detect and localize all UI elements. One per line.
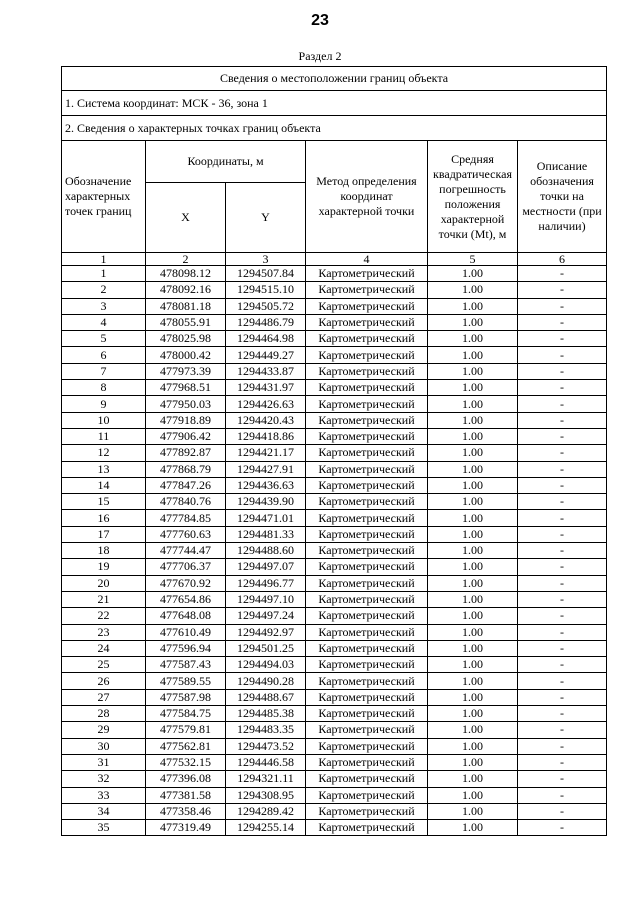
description-cell: - xyxy=(518,673,607,689)
method-cell: Картометрический xyxy=(306,706,428,722)
table-row xyxy=(62,559,607,575)
header-designation: Обозначение характерных точек границ xyxy=(62,141,146,253)
method-cell: Картометрический xyxy=(306,608,428,624)
table-row xyxy=(62,754,607,770)
description-cell: - xyxy=(518,706,607,722)
y-coordinate-cell: 1294497.10 xyxy=(226,591,306,607)
description-cell: - xyxy=(518,820,607,836)
point-number-cell: 2 xyxy=(62,282,146,298)
point-number-cell: 34 xyxy=(62,803,146,819)
table-row xyxy=(62,428,607,444)
y-coordinate-cell: 1294497.24 xyxy=(226,608,306,624)
description-cell: - xyxy=(518,380,607,396)
method-cell: Картометрический xyxy=(306,298,428,314)
header-coordinates: Координаты, м xyxy=(146,141,306,183)
point-number-cell: 18 xyxy=(62,543,146,559)
y-coordinate-cell: 1294421.17 xyxy=(226,445,306,461)
y-coordinate-cell: 1294485.38 xyxy=(226,706,306,722)
description-cell: - xyxy=(518,266,607,282)
point-number-cell: 22 xyxy=(62,608,146,624)
page-number: 23 xyxy=(311,12,329,29)
x-coordinate-cell: 477610.49 xyxy=(146,624,226,640)
y-coordinate-cell: 1294507.84 xyxy=(226,266,306,282)
table-row xyxy=(62,412,607,428)
point-number-cell: 17 xyxy=(62,526,146,542)
table-title: Сведения о местоположении границ объекта xyxy=(62,67,607,91)
point-number-cell: 8 xyxy=(62,380,146,396)
x-coordinate-cell: 477950.03 xyxy=(146,396,226,412)
x-coordinate-cell: 477587.43 xyxy=(146,657,226,673)
point-number-cell: 28 xyxy=(62,706,146,722)
table-row xyxy=(62,461,607,477)
y-coordinate-cell: 1294496.77 xyxy=(226,575,306,591)
description-cell: - xyxy=(518,461,607,477)
error-cell: 1.00 xyxy=(428,396,518,412)
x-coordinate-cell: 478000.42 xyxy=(146,347,226,363)
error-cell: 1.00 xyxy=(428,494,518,510)
header-error: Средняя квадратическая погрешность положения характерной точки (Mt), м xyxy=(428,141,518,253)
description-cell: - xyxy=(518,754,607,770)
y-coordinate-cell: 1294446.58 xyxy=(226,754,306,770)
method-cell: Картометрический xyxy=(306,754,428,770)
table-row xyxy=(62,803,607,819)
y-coordinate-cell: 1294488.67 xyxy=(226,689,306,705)
description-cell: - xyxy=(518,722,607,738)
y-coordinate-cell: 1294490.28 xyxy=(226,673,306,689)
x-coordinate-cell: 477654.86 xyxy=(146,591,226,607)
method-cell: Картометрический xyxy=(306,510,428,526)
table-row xyxy=(62,575,607,591)
x-coordinate-cell: 478025.98 xyxy=(146,331,226,347)
method-cell: Картометрический xyxy=(306,738,428,754)
point-number-cell: 3 xyxy=(62,298,146,314)
error-cell: 1.00 xyxy=(428,445,518,461)
method-cell: Картометрический xyxy=(306,689,428,705)
y-coordinate-cell: 1294321.11 xyxy=(226,771,306,787)
error-cell: 1.00 xyxy=(428,689,518,705)
column-number: 1 xyxy=(62,253,146,266)
boundary-points-table xyxy=(61,66,607,836)
method-cell: Картометрический xyxy=(306,266,428,282)
error-cell: 1.00 xyxy=(428,738,518,754)
method-cell: Картометрический xyxy=(306,640,428,656)
point-number-cell: 6 xyxy=(62,347,146,363)
y-coordinate-cell: 1294481.33 xyxy=(226,526,306,542)
table-row xyxy=(62,526,607,542)
y-coordinate-cell: 1294420.43 xyxy=(226,412,306,428)
column-number: 3 xyxy=(226,253,306,266)
x-coordinate-cell: 477396.08 xyxy=(146,771,226,787)
point-number-cell: 4 xyxy=(62,314,146,330)
x-coordinate-cell: 477319.49 xyxy=(146,820,226,836)
x-coordinate-cell: 477532.15 xyxy=(146,754,226,770)
table-row xyxy=(62,689,607,705)
error-cell: 1.00 xyxy=(428,657,518,673)
point-number-cell: 21 xyxy=(62,591,146,607)
description-cell: - xyxy=(518,787,607,803)
column-numbers-row xyxy=(62,253,607,266)
description-cell: - xyxy=(518,331,607,347)
error-cell: 1.00 xyxy=(428,510,518,526)
description-cell: - xyxy=(518,412,607,428)
method-cell: Картометрический xyxy=(306,494,428,510)
section-label: Раздел 2 xyxy=(298,49,342,63)
error-cell: 1.00 xyxy=(428,412,518,428)
table-row xyxy=(62,331,607,347)
x-coordinate-cell: 477670.92 xyxy=(146,575,226,591)
point-number-cell: 7 xyxy=(62,363,146,379)
point-number-cell: 32 xyxy=(62,771,146,787)
x-coordinate-cell: 478055.91 xyxy=(146,314,226,330)
table-row xyxy=(62,347,607,363)
description-cell: - xyxy=(518,347,607,363)
error-cell: 1.00 xyxy=(428,787,518,803)
table-row xyxy=(62,282,607,298)
y-coordinate-cell: 1294488.60 xyxy=(226,543,306,559)
x-coordinate-cell: 477589.55 xyxy=(146,673,226,689)
y-coordinate-cell: 1294255.14 xyxy=(226,820,306,836)
header-description: Описание обозначения точки на местности (при наличии) xyxy=(518,141,607,253)
point-number-cell: 14 xyxy=(62,477,146,493)
x-coordinate-cell: 477840.76 xyxy=(146,494,226,510)
point-number-cell: 13 xyxy=(62,461,146,477)
point-number-cell: 1 xyxy=(62,266,146,282)
method-cell: Картометрический xyxy=(306,771,428,787)
table-row xyxy=(62,673,607,689)
method-cell: Картометрический xyxy=(306,591,428,607)
x-coordinate-cell: 477587.98 xyxy=(146,689,226,705)
error-cell: 1.00 xyxy=(428,461,518,477)
error-cell: 1.00 xyxy=(428,820,518,836)
table-row xyxy=(62,445,607,461)
point-number-cell: 25 xyxy=(62,657,146,673)
method-cell: Картометрический xyxy=(306,526,428,542)
description-cell: - xyxy=(518,363,607,379)
y-coordinate-cell: 1294501.25 xyxy=(226,640,306,656)
method-cell: Картометрический xyxy=(306,477,428,493)
error-cell: 1.00 xyxy=(428,722,518,738)
table-row xyxy=(62,624,607,640)
table-row xyxy=(62,820,607,836)
table-row xyxy=(62,477,607,493)
table-row xyxy=(62,298,607,314)
method-cell: Картометрический xyxy=(306,657,428,673)
error-cell: 1.00 xyxy=(428,706,518,722)
x-coordinate-cell: 477760.63 xyxy=(146,526,226,542)
y-coordinate-cell: 1294289.42 xyxy=(226,803,306,819)
description-cell: - xyxy=(518,445,607,461)
table-row xyxy=(62,608,607,624)
point-number-cell: 24 xyxy=(62,640,146,656)
method-cell: Картометрический xyxy=(306,445,428,461)
method-cell: Картометрический xyxy=(306,624,428,640)
error-cell: 1.00 xyxy=(428,624,518,640)
table-row xyxy=(62,787,607,803)
error-cell: 1.00 xyxy=(428,380,518,396)
error-cell: 1.00 xyxy=(428,754,518,770)
column-number: 6 xyxy=(518,253,607,266)
table-row xyxy=(62,314,607,330)
point-number-cell: 12 xyxy=(62,445,146,461)
table-row xyxy=(62,494,607,510)
table-row xyxy=(62,706,607,722)
method-cell: Картометрический xyxy=(306,787,428,803)
error-cell: 1.00 xyxy=(428,314,518,330)
x-coordinate-cell: 477892.87 xyxy=(146,445,226,461)
error-cell: 1.00 xyxy=(428,526,518,542)
table-row xyxy=(62,722,607,738)
table-row xyxy=(62,266,607,282)
error-cell: 1.00 xyxy=(428,559,518,575)
description-cell: - xyxy=(518,771,607,787)
y-coordinate-cell: 1294486.79 xyxy=(226,314,306,330)
table-row xyxy=(62,363,607,379)
header-method: Метод определения координат характерной точки xyxy=(306,141,428,253)
point-number-cell: 26 xyxy=(62,673,146,689)
error-cell: 1.00 xyxy=(428,298,518,314)
description-cell: - xyxy=(518,396,607,412)
x-coordinate-cell: 477918.89 xyxy=(146,412,226,428)
table-row xyxy=(62,591,607,607)
x-coordinate-cell: 477648.08 xyxy=(146,608,226,624)
description-cell: - xyxy=(518,738,607,754)
method-cell: Картометрический xyxy=(306,722,428,738)
method-cell: Картометрический xyxy=(306,461,428,477)
x-coordinate-cell: 477744.47 xyxy=(146,543,226,559)
y-coordinate-cell: 1294515.10 xyxy=(226,282,306,298)
method-cell: Картометрический xyxy=(306,673,428,689)
method-cell: Картометрический xyxy=(306,543,428,559)
table-row xyxy=(62,510,607,526)
table-row xyxy=(62,738,607,754)
point-number-cell: 23 xyxy=(62,624,146,640)
y-coordinate-cell: 1294431.97 xyxy=(226,380,306,396)
error-cell: 1.00 xyxy=(428,266,518,282)
header-y: Y xyxy=(226,183,306,253)
table-row xyxy=(62,396,607,412)
point-number-cell: 15 xyxy=(62,494,146,510)
point-number-cell: 31 xyxy=(62,754,146,770)
error-cell: 1.00 xyxy=(428,363,518,379)
point-number-cell: 29 xyxy=(62,722,146,738)
table-row xyxy=(62,543,607,559)
x-coordinate-cell: 477381.58 xyxy=(146,787,226,803)
x-coordinate-cell: 477847.26 xyxy=(146,477,226,493)
description-cell: - xyxy=(518,314,607,330)
x-coordinate-cell: 477868.79 xyxy=(146,461,226,477)
y-coordinate-cell: 1294492.97 xyxy=(226,624,306,640)
error-cell: 1.00 xyxy=(428,591,518,607)
x-coordinate-cell: 477968.51 xyxy=(146,380,226,396)
x-coordinate-cell: 478092.16 xyxy=(146,282,226,298)
description-cell: - xyxy=(518,803,607,819)
error-cell: 1.00 xyxy=(428,771,518,787)
method-cell: Картометрический xyxy=(306,559,428,575)
x-coordinate-cell: 477973.39 xyxy=(146,363,226,379)
method-cell: Картометрический xyxy=(306,396,428,412)
error-cell: 1.00 xyxy=(428,575,518,591)
description-cell: - xyxy=(518,624,607,640)
description-cell: - xyxy=(518,282,607,298)
error-cell: 1.00 xyxy=(428,428,518,444)
description-cell: - xyxy=(518,575,607,591)
x-coordinate-cell: 477562.81 xyxy=(146,738,226,754)
description-cell: - xyxy=(518,298,607,314)
point-number-cell: 10 xyxy=(62,412,146,428)
point-number-cell: 30 xyxy=(62,738,146,754)
method-cell: Картометрический xyxy=(306,412,428,428)
column-number: 2 xyxy=(146,253,226,266)
method-cell: Картометрический xyxy=(306,575,428,591)
description-cell: - xyxy=(518,428,607,444)
y-coordinate-cell: 1294473.52 xyxy=(226,738,306,754)
y-coordinate-cell: 1294426.63 xyxy=(226,396,306,412)
error-cell: 1.00 xyxy=(428,673,518,689)
method-cell: Картометрический xyxy=(306,314,428,330)
description-cell: - xyxy=(518,477,607,493)
point-number-cell: 16 xyxy=(62,510,146,526)
point-number-cell: 27 xyxy=(62,689,146,705)
method-cell: Картометрический xyxy=(306,803,428,819)
description-cell: - xyxy=(518,689,607,705)
error-cell: 1.00 xyxy=(428,608,518,624)
y-coordinate-cell: 1294449.27 xyxy=(226,347,306,363)
description-cell: - xyxy=(518,657,607,673)
description-cell: - xyxy=(518,591,607,607)
y-coordinate-cell: 1294497.07 xyxy=(226,559,306,575)
table-row xyxy=(62,771,607,787)
column-number: 5 xyxy=(428,253,518,266)
error-cell: 1.00 xyxy=(428,803,518,819)
method-cell: Картометрический xyxy=(306,380,428,396)
method-cell: Картометрический xyxy=(306,331,428,347)
x-coordinate-cell: 477579.81 xyxy=(146,722,226,738)
y-coordinate-cell: 1294471.01 xyxy=(226,510,306,526)
point-number-cell: 33 xyxy=(62,787,146,803)
x-coordinate-cell: 477596.94 xyxy=(146,640,226,656)
table-row xyxy=(62,640,607,656)
x-coordinate-cell: 478098.12 xyxy=(146,266,226,282)
x-coordinate-cell: 477784.85 xyxy=(146,510,226,526)
error-cell: 1.00 xyxy=(428,282,518,298)
points-caption: 2. Сведения о характерных точках границ объекта xyxy=(62,116,607,141)
x-coordinate-cell: 477358.46 xyxy=(146,803,226,819)
error-cell: 1.00 xyxy=(428,477,518,493)
y-coordinate-cell: 1294494.03 xyxy=(226,657,306,673)
coordinate-system: 1. Система координат: МСК - 36, зона 1 xyxy=(62,91,607,116)
point-number-cell: 35 xyxy=(62,820,146,836)
description-cell: - xyxy=(518,526,607,542)
method-cell: Картометрический xyxy=(306,347,428,363)
y-coordinate-cell: 1294433.87 xyxy=(226,363,306,379)
point-number-cell: 19 xyxy=(62,559,146,575)
header-x: X xyxy=(146,183,226,253)
error-cell: 1.00 xyxy=(428,640,518,656)
error-cell: 1.00 xyxy=(428,347,518,363)
description-cell: - xyxy=(518,608,607,624)
description-cell: - xyxy=(518,559,607,575)
x-coordinate-cell: 477584.75 xyxy=(146,706,226,722)
y-coordinate-cell: 1294505.72 xyxy=(226,298,306,314)
point-number-cell: 9 xyxy=(62,396,146,412)
point-number-cell: 5 xyxy=(62,331,146,347)
description-cell: - xyxy=(518,543,607,559)
x-coordinate-cell: 477906.42 xyxy=(146,428,226,444)
y-coordinate-cell: 1294436.63 xyxy=(226,477,306,493)
y-coordinate-cell: 1294427.91 xyxy=(226,461,306,477)
y-coordinate-cell: 1294418.86 xyxy=(226,428,306,444)
error-cell: 1.00 xyxy=(428,331,518,347)
y-coordinate-cell: 1294439.90 xyxy=(226,494,306,510)
method-cell: Картометрический xyxy=(306,820,428,836)
error-cell: 1.00 xyxy=(428,543,518,559)
x-coordinate-cell: 477706.37 xyxy=(146,559,226,575)
column-number: 4 xyxy=(306,253,428,266)
description-cell: - xyxy=(518,494,607,510)
method-cell: Картометрический xyxy=(306,363,428,379)
point-number-cell: 11 xyxy=(62,428,146,444)
table-row xyxy=(62,657,607,673)
point-number-cell: 20 xyxy=(62,575,146,591)
table-row xyxy=(62,380,607,396)
method-cell: Картометрический xyxy=(306,282,428,298)
y-coordinate-cell: 1294483.35 xyxy=(226,722,306,738)
description-cell: - xyxy=(518,510,607,526)
x-coordinate-cell: 478081.18 xyxy=(146,298,226,314)
y-coordinate-cell: 1294308.95 xyxy=(226,787,306,803)
method-cell: Картометрический xyxy=(306,428,428,444)
description-cell: - xyxy=(518,640,607,656)
y-coordinate-cell: 1294464.98 xyxy=(226,331,306,347)
